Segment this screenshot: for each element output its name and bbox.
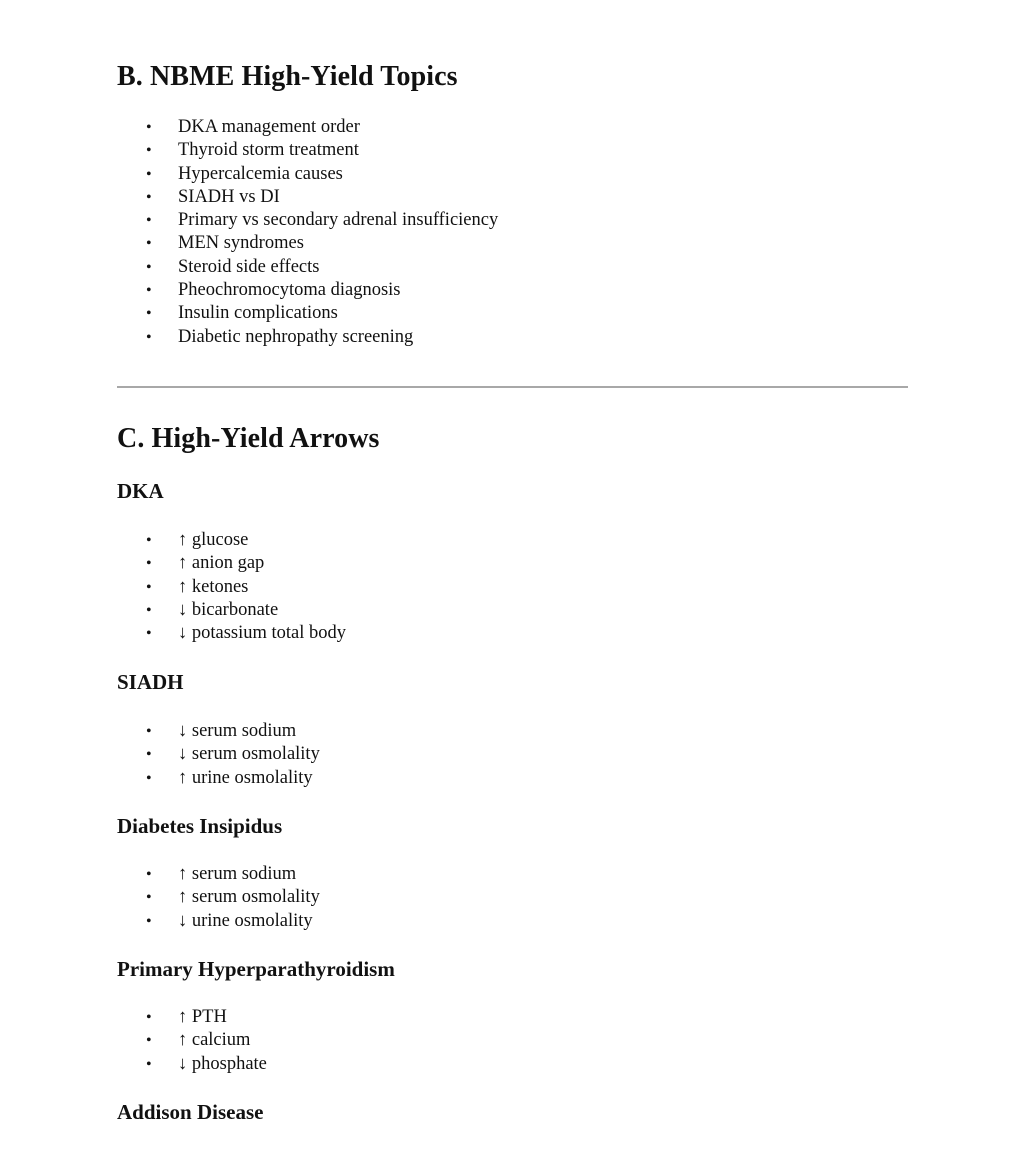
siadh-arrow-list xyxy=(117,720,817,790)
list-item: • Hypercalcemia causes xyxy=(117,163,817,186)
list-item: • DKA management order xyxy=(117,116,817,139)
list-item: • ↑ glucose xyxy=(117,529,817,552)
list-item: • MEN syndromes xyxy=(117,232,817,255)
bullet: • xyxy=(146,188,152,206)
list-item: • ↑ urine osmolality xyxy=(117,767,817,790)
bullet: • xyxy=(146,119,152,136)
bullet: • xyxy=(146,578,152,596)
list-item: • ↓ phosphate xyxy=(117,1053,817,1076)
list-item: • ↓ bicarbonate xyxy=(117,599,817,622)
group-heading-addison-disease: Addison Disease xyxy=(117,1100,264,1124)
group-heading-siadh: SIADH xyxy=(117,670,184,694)
bullet: • xyxy=(146,601,152,619)
list-item: • SIADH vs DI xyxy=(117,186,817,209)
list-item: • Pheochromocytoma diagnosis xyxy=(117,279,817,302)
list-item: • Diabetic nephropathy screening xyxy=(117,326,817,349)
primary-hyperparathyroidism-arrow-list xyxy=(117,1006,817,1076)
bullet: • xyxy=(146,258,152,276)
list-item: • ↑ serum sodium xyxy=(117,863,817,886)
list-item: • ↓ serum sodium xyxy=(117,720,817,743)
bullet: • xyxy=(146,328,152,346)
bullet: • xyxy=(146,625,152,643)
list-item: • Steroid side effects xyxy=(117,256,817,279)
bullet: • xyxy=(146,912,152,930)
bullet: • xyxy=(146,1032,152,1050)
list-item: • ↓ urine osmolality xyxy=(117,910,817,933)
bullet: • xyxy=(146,305,152,323)
bullet: • xyxy=(146,746,152,764)
list-item: • ↑ anion gap xyxy=(117,552,817,575)
group-heading-primary-hyperparathyroidism: Primary Hyperparathyroidism xyxy=(117,957,395,981)
section-b-topic-list xyxy=(117,116,817,349)
bullet: • xyxy=(146,1009,152,1026)
section-c-title: C. High-Yield Arrows xyxy=(117,423,380,454)
bullet: • xyxy=(146,235,152,253)
list-item: • ↑ serum osmolality xyxy=(117,886,817,909)
list-item: • ↑ PTH xyxy=(117,1006,817,1029)
dka-arrow-list xyxy=(117,529,817,645)
bullet: • xyxy=(146,212,152,230)
list-item: • ↑ calcium xyxy=(117,1029,817,1052)
bullet: • xyxy=(146,769,152,787)
bullet: • xyxy=(146,866,152,883)
list-item: • Thyroid storm treatment xyxy=(117,139,817,162)
bullet: • xyxy=(146,142,152,160)
group-heading-dka: DKA xyxy=(117,479,164,503)
bullet: • xyxy=(146,165,152,183)
bullet: • xyxy=(146,889,152,907)
list-item: • ↓ serum osmolality xyxy=(117,743,817,766)
list-item: • ↑ ketones xyxy=(117,576,817,599)
horizontal-rule-divider xyxy=(117,386,908,388)
group-heading-diabetes-insipidus: Diabetes Insipidus xyxy=(117,814,283,838)
list-item: • Primary vs secondary adrenal insufficiency xyxy=(117,209,817,232)
bullet: • xyxy=(146,555,152,573)
list-item: • Insulin complications xyxy=(117,302,817,325)
bullet: • xyxy=(146,282,152,300)
list-item: • ↓ potassium total body xyxy=(117,622,817,645)
bullet: • xyxy=(146,1055,152,1073)
section-b-title: B. NBME High-Yield Topics xyxy=(117,61,458,92)
bullet: • xyxy=(146,723,152,740)
bullet: • xyxy=(146,532,152,549)
diabetes-insipidus-arrow-list xyxy=(117,863,817,933)
